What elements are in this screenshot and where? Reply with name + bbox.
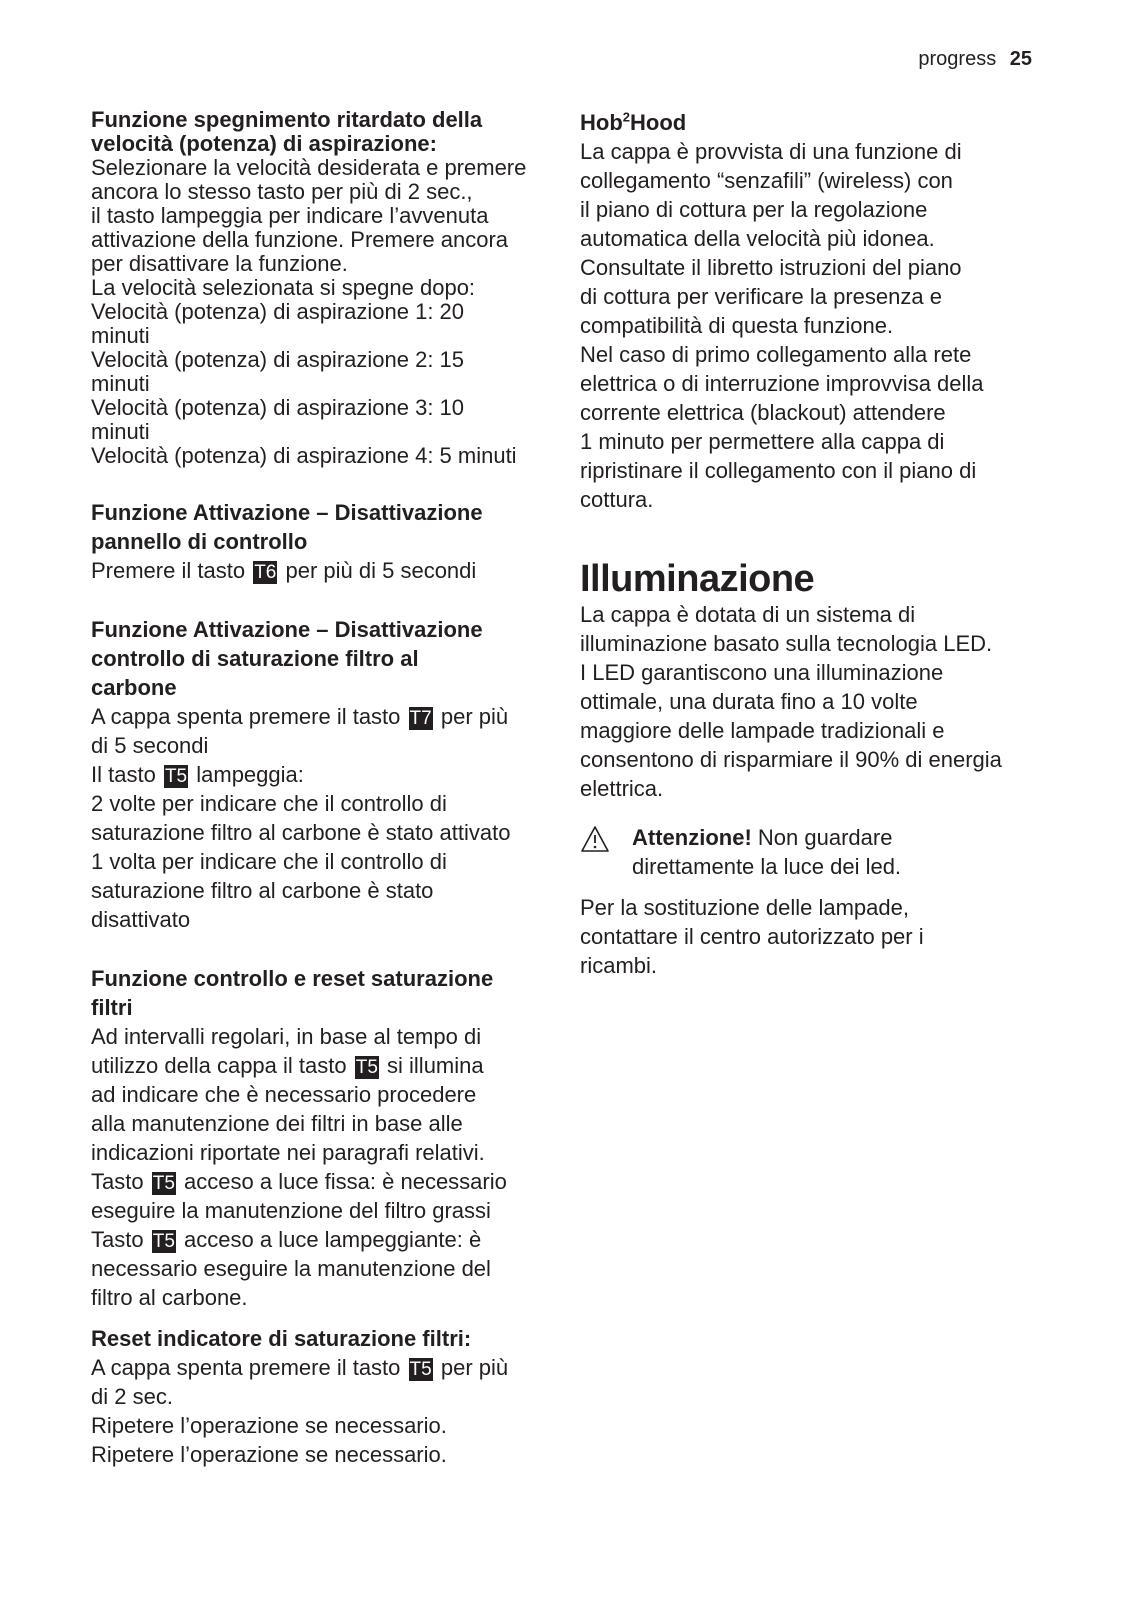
section-title: Funzione Attivazione – Disattivazione <box>91 500 483 525</box>
section-carbon-filter <box>91 615 561 934</box>
text-line <box>91 702 561 731</box>
text-fragment: Premere il tasto <box>91 558 246 583</box>
section-delayed-off <box>91 108 561 468</box>
text-line: Velocità (potenza) di aspirazione 2: 15 <box>91 347 465 372</box>
text-line: disattivato <box>91 907 191 932</box>
text-line: direttamente la luce dei led. <box>632 854 902 879</box>
text-fragment: si illumina <box>387 1053 484 1078</box>
text-line: Ripetere l’operazione se necessario. <box>91 1442 447 1467</box>
text-line: La cappa è provvista di una funzione di <box>580 139 962 164</box>
text-line: Per la sostituzione delle lampade, <box>580 895 909 920</box>
text-line <box>91 1167 561 1196</box>
warning-box <box>580 823 1050 881</box>
text-line: Velocità (potenza) di aspirazione 4: 5 minuti <box>91 443 517 468</box>
text-line: illuminazione basato sulla tecnologia LED. <box>580 631 993 656</box>
text-line <box>91 1051 561 1080</box>
section-title: Reset indicatore di saturazione filtri: <box>91 1326 472 1351</box>
text-line: eseguire la manutenzione del filtro grassi <box>91 1198 491 1223</box>
page-number: 25 <box>1009 48 1032 70</box>
text-line: ancora lo stesso tasto per più di 2 sec., <box>91 179 473 204</box>
section-illuminazione <box>580 558 1050 980</box>
section-title: filtri <box>91 995 133 1020</box>
text-line: Ripetere l’operazione se necessario. <box>91 1413 447 1438</box>
text-fragment: acceso a luce lampeggiante: è <box>184 1227 482 1252</box>
text-line <box>91 556 561 585</box>
text-line: attivazione della funzione. Premere ancora <box>91 227 509 252</box>
page-header <box>918 48 1032 71</box>
text-fragment: acceso a luce fissa: è necessario <box>184 1169 507 1194</box>
text-line: di 2 sec. <box>91 1384 173 1409</box>
text-line: I LED garantiscono una illuminazione <box>580 660 944 685</box>
text-line: ripristinare il collegamento con il piano di <box>580 458 977 483</box>
text-fragment: per più di 5 secondi <box>285 558 477 583</box>
text-line: il tasto lampeggia per indicare l’avvenuta <box>91 203 489 228</box>
text-line: indicazioni riportate nei paragrafi relativi. <box>91 1140 485 1165</box>
text-line: collegamento “senzafili” (wireless) con <box>580 168 953 193</box>
text-line: cottura. <box>580 487 654 512</box>
text-line: minuti <box>91 323 150 348</box>
text-fragment: lampeggia: <box>196 762 304 787</box>
warning-text <box>620 823 1050 881</box>
text-fragment: Non guardare <box>757 825 893 850</box>
text-line <box>91 760 561 789</box>
key-t6-symbol: T6 <box>254 562 277 583</box>
title-part: Hood <box>630 110 687 135</box>
section-title: pannello di controllo <box>91 529 308 554</box>
section-title: velocità (potenza) di aspirazione: <box>91 131 437 156</box>
text-fragment: A cappa spenta premere il tasto <box>91 1355 401 1380</box>
text-line <box>632 823 1050 852</box>
text-line: saturazione filtro al carbone è stato <box>91 878 434 903</box>
section-title: Funzione Attivazione – Disattivazione <box>91 617 483 642</box>
text-line: automatica della velocità più idonea. <box>580 226 935 251</box>
text-fragment: per più <box>440 1355 509 1380</box>
section-title: Funzione spegnimento ritardato della <box>91 107 483 132</box>
text-line: per disattivare la funzione. <box>91 251 348 276</box>
text-line: La velocità selezionata si spegne dopo: <box>91 275 476 300</box>
text-line: elettrica o di interruzione improvvisa della <box>580 371 984 396</box>
text-line: La cappa è dotata di un sistema di <box>580 602 916 627</box>
title-superscript: 2 <box>622 109 630 125</box>
section-title <box>580 108 1050 137</box>
key-t7-symbol: T7 <box>409 708 432 729</box>
text-line: compatibilità di questa funzione. <box>580 313 894 338</box>
text-line: di 5 secondi <box>91 733 209 758</box>
section-title: controllo di saturazione filtro al <box>91 646 419 671</box>
text-line: maggiore delle lampade tradizionali e <box>580 718 945 743</box>
text-line: Consultate il libretto istruzioni del piano <box>580 255 962 280</box>
text-line: Ad intervalli regolari, in base al tempo di <box>91 1024 482 1049</box>
text-line: saturazione filtro al carbone è stato attivato <box>91 820 511 845</box>
section-reset-indicator <box>91 1324 561 1469</box>
key-t5-symbol: T5 <box>164 766 188 787</box>
chapter-title: Illuminazione <box>580 558 815 600</box>
section-filter-reset <box>91 964 561 1312</box>
text-fragment: per più <box>440 704 509 729</box>
text-line: ad indicare che è necessario procedere <box>91 1082 477 1107</box>
text-fragment: utilizzo della cappa il tasto <box>91 1053 347 1078</box>
text-fragment: Tasto <box>91 1227 144 1252</box>
key-t5-symbol: T5 <box>152 1231 175 1252</box>
text-line <box>91 1353 561 1382</box>
text-line: ottimale, una durata fino a 10 volte <box>580 689 918 714</box>
text-line: necessario eseguire la manutenzione del <box>91 1256 491 1281</box>
text-line: 1 volta per indicare che il controllo di <box>91 849 447 874</box>
text-line: elettrica. <box>580 776 664 801</box>
text-line: 2 volte per indicare che il controllo di <box>91 791 447 816</box>
text-fragment: Tasto <box>91 1169 144 1194</box>
text-line: contattare il centro autorizzato per i <box>580 924 924 949</box>
text-fragment: Il tasto <box>91 762 156 787</box>
text-line: il piano di cottura per la regolazione <box>580 197 928 222</box>
text-line: Velocità (potenza) di aspirazione 3: 10 <box>91 395 465 420</box>
brand-name: progress <box>918 48 997 70</box>
text-line: Nel caso di primo collegamento alla rete <box>580 342 972 367</box>
text-line: consentono di risparmiare il 90% di energia <box>580 747 1002 772</box>
title-part: Hob <box>580 110 623 135</box>
text-line: Velocità (potenza) di aspirazione 1: 20 <box>91 299 465 324</box>
key-t5-symbol: T5 <box>152 1173 175 1194</box>
key-t5-symbol: T5 <box>355 1057 378 1078</box>
left-column <box>91 108 561 1469</box>
text-line <box>91 1225 561 1254</box>
text-line: alla manutenzione dei filtri in base alle <box>91 1111 463 1136</box>
key-t5-symbol: T5 <box>409 1359 432 1380</box>
warning-label: Attenzione! <box>632 825 752 850</box>
text-line: 1 minuto per permettere alla cappa di <box>580 429 945 454</box>
replacement-note <box>580 893 1050 980</box>
text-line: ricambi. <box>580 953 658 978</box>
text-line: minuti <box>91 371 150 396</box>
right-column <box>580 108 1050 980</box>
warning-triangle-icon <box>580 823 620 881</box>
text-line: filtro al carbone. <box>91 1285 248 1310</box>
text-line: di cottura per verificare la presenza e <box>580 284 942 309</box>
text-line: minuti <box>91 419 150 444</box>
section-title: carbone <box>91 675 177 700</box>
text-line: corrente elettrica (blackout) attendere <box>580 400 946 425</box>
section-control-panel <box>91 498 561 585</box>
text-fragment: A cappa spenta premere il tasto <box>91 704 401 729</box>
section-hob2hood <box>580 108 1050 514</box>
section-title: Funzione controllo e reset saturazione <box>91 966 494 991</box>
text-line: Selezionare la velocità desiderata e premere <box>91 155 527 180</box>
